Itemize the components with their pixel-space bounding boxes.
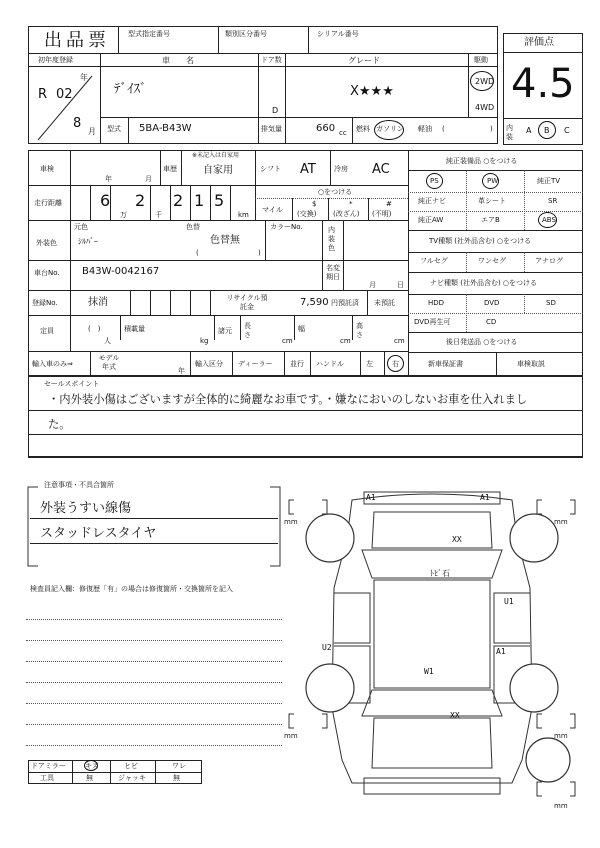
form-title: 出品票 xyxy=(44,30,110,51)
sales-point-box xyxy=(28,376,583,458)
mileage-digit: 5 xyxy=(214,191,225,210)
serial-label: シリアル番号 xyxy=(317,30,359,38)
doors-label: ドア数 xyxy=(261,56,282,64)
reg-value: 抹消 xyxy=(88,297,108,308)
damage-mark: U1 xyxy=(504,597,514,606)
door-d: D xyxy=(272,106,279,115)
designation-label: 型式指定番号 xyxy=(128,30,170,38)
swap-option: (交換) xyxy=(297,210,317,218)
tv-title: TV種類 (社外品含む) ○をつける xyxy=(429,237,532,245)
mileage-digit: 2 xyxy=(173,191,184,210)
handle-label: ハンドル xyxy=(316,360,344,368)
model-label: 型式 xyxy=(107,125,121,133)
drive-2wd-circle xyxy=(470,71,494,91)
era-value: R xyxy=(38,87,48,102)
mileage-digit: 1 xyxy=(194,191,205,210)
handle-right-circle xyxy=(387,355,404,372)
later-title: 後日発送品 ○をつける xyxy=(446,338,518,346)
interior-color-label: 内装色 xyxy=(328,226,335,252)
equip-ps: PS xyxy=(430,177,439,185)
equip-sr: SR xyxy=(548,197,558,205)
sales-point-label: セールスポイント xyxy=(44,380,100,388)
color-no-label: カラーNo. xyxy=(270,223,303,231)
import-label: 輸入車のみ⇒ xyxy=(32,360,73,368)
car-name-label: 車 名 xyxy=(162,56,194,65)
note-item: 外装うすい線傷 xyxy=(40,501,132,516)
parallel-option: 並行 xyxy=(290,360,304,368)
drive-2wd: 2WD xyxy=(475,77,495,86)
handle-right: 右 xyxy=(392,360,399,368)
notes-label: 注意事項・不具合箇所 xyxy=(44,481,114,489)
damage-mark: XX xyxy=(452,535,462,544)
car-name-value: ﾃﾞｲｽﾞ xyxy=(114,82,147,97)
inspector-label: 検査員記入欄：修復歴「有」の場合は修復箇所・交換箇所を記入 xyxy=(30,585,233,593)
fuel-value: ガソリン xyxy=(376,125,404,133)
equip-aw: 純正AW xyxy=(418,216,444,224)
mile-option: マイル xyxy=(262,206,283,214)
note-item: スタッドレスタイヤ xyxy=(40,526,157,541)
damage-mark: W1 xyxy=(424,667,434,676)
score-value: 4.5 xyxy=(511,61,575,107)
fuel-circle xyxy=(374,120,404,140)
equip-pw: PW xyxy=(487,177,499,185)
tire-mm-label: mm xyxy=(284,518,298,526)
genuine-title: 純正装備品 ○をつける xyxy=(446,157,518,165)
tamper-option: (改ざん) xyxy=(333,210,360,218)
grade-label: グレード xyxy=(348,56,380,65)
ac-label: 冷房 xyxy=(334,165,348,173)
sales-point-line2: た。 xyxy=(48,418,71,431)
equip-tv: 純正TV xyxy=(537,177,561,185)
category-label: 類別区分番号 xyxy=(225,30,267,38)
dims-label: 諸元 xyxy=(218,327,232,335)
equip-airbag: エアB xyxy=(481,216,500,224)
mileage-digit: 2 xyxy=(135,191,146,210)
shift-label: シフト xyxy=(260,165,281,173)
recycle-unpaid: 未預託 xyxy=(374,299,395,307)
repaint-value: 色替無 xyxy=(210,235,240,246)
month-value: 8 xyxy=(73,116,82,131)
mileage-label: 走行距離 xyxy=(34,199,62,207)
car-diagram xyxy=(282,478,582,818)
damage-mark: A1 xyxy=(366,493,376,502)
damage-mark: U2 xyxy=(322,643,332,652)
damage-mark: XX xyxy=(450,711,460,720)
model-year-label: モデル年式 xyxy=(98,354,120,371)
grade-value: X★★★ xyxy=(350,84,394,99)
recycle-value: 7,590 xyxy=(300,297,329,308)
usage-value: 自家用 xyxy=(203,165,233,176)
tire-mm-label: mm xyxy=(554,732,568,740)
color-label: 外装色 xyxy=(36,239,57,247)
drive-4wd: 4WD xyxy=(475,103,495,112)
shift-value: AT xyxy=(300,162,316,177)
reg-label: 登録No. xyxy=(32,299,58,307)
displacement-label: 排気量 xyxy=(261,125,282,133)
ac-value: AC xyxy=(372,162,390,177)
equip-abs: ABS xyxy=(542,216,556,224)
equip-leather: 革シート xyxy=(478,197,506,205)
interior-label: 内装 xyxy=(506,124,513,141)
first-reg-label: 初年度登録 xyxy=(38,56,73,64)
model-value: 5BA-B43W xyxy=(139,123,192,134)
usage-label: 車歴 xyxy=(163,165,177,173)
equip-nav: 純正ナビ xyxy=(418,197,446,205)
chassis-label: 車台No. xyxy=(34,269,60,277)
chassis-value: B43W-0042167 xyxy=(82,266,160,277)
interior-b-circle xyxy=(538,121,556,139)
tire-mm-label: mm xyxy=(284,732,298,740)
recycle-label: リサイクル預託金 xyxy=(226,294,268,311)
damage-mark: A1 xyxy=(496,647,506,656)
name-change-label: 名変期日 xyxy=(326,264,340,281)
year-value: 02 xyxy=(56,87,73,102)
dealer-option: ディーラー xyxy=(238,360,273,368)
damage-mark: A1 xyxy=(480,493,490,502)
tire-mm-label: mm xyxy=(554,802,568,810)
score-label: 評価点 xyxy=(524,37,554,48)
capacity-label: 定員 xyxy=(40,327,54,335)
nav-title: ナビ種類 (社外品含む) ○をつける xyxy=(430,279,538,287)
original-color-value: ｼﾙﾊﾞｰ xyxy=(78,237,98,246)
displacement-value: 660 xyxy=(316,123,336,134)
damage-mark: ﾄﾋﾞ石 xyxy=(430,569,450,578)
sales-point-line1: ・内外装小傷はございますが全体的に綺麗なお車です。・嫌なにおいのしないお車を仕入れまし xyxy=(48,393,528,406)
load-label: 積載量 xyxy=(124,325,145,333)
drive-label: 駆動 xyxy=(474,56,488,64)
tire-mm-label: mm xyxy=(554,518,568,526)
mileage-digit: 6 xyxy=(100,191,111,210)
unknown-option: (不明) xyxy=(372,210,392,218)
import-category-label: 輸入区分 xyxy=(195,360,223,368)
fuel-label: 燃料 xyxy=(356,125,370,133)
inspection-label: 車検 xyxy=(40,165,54,173)
